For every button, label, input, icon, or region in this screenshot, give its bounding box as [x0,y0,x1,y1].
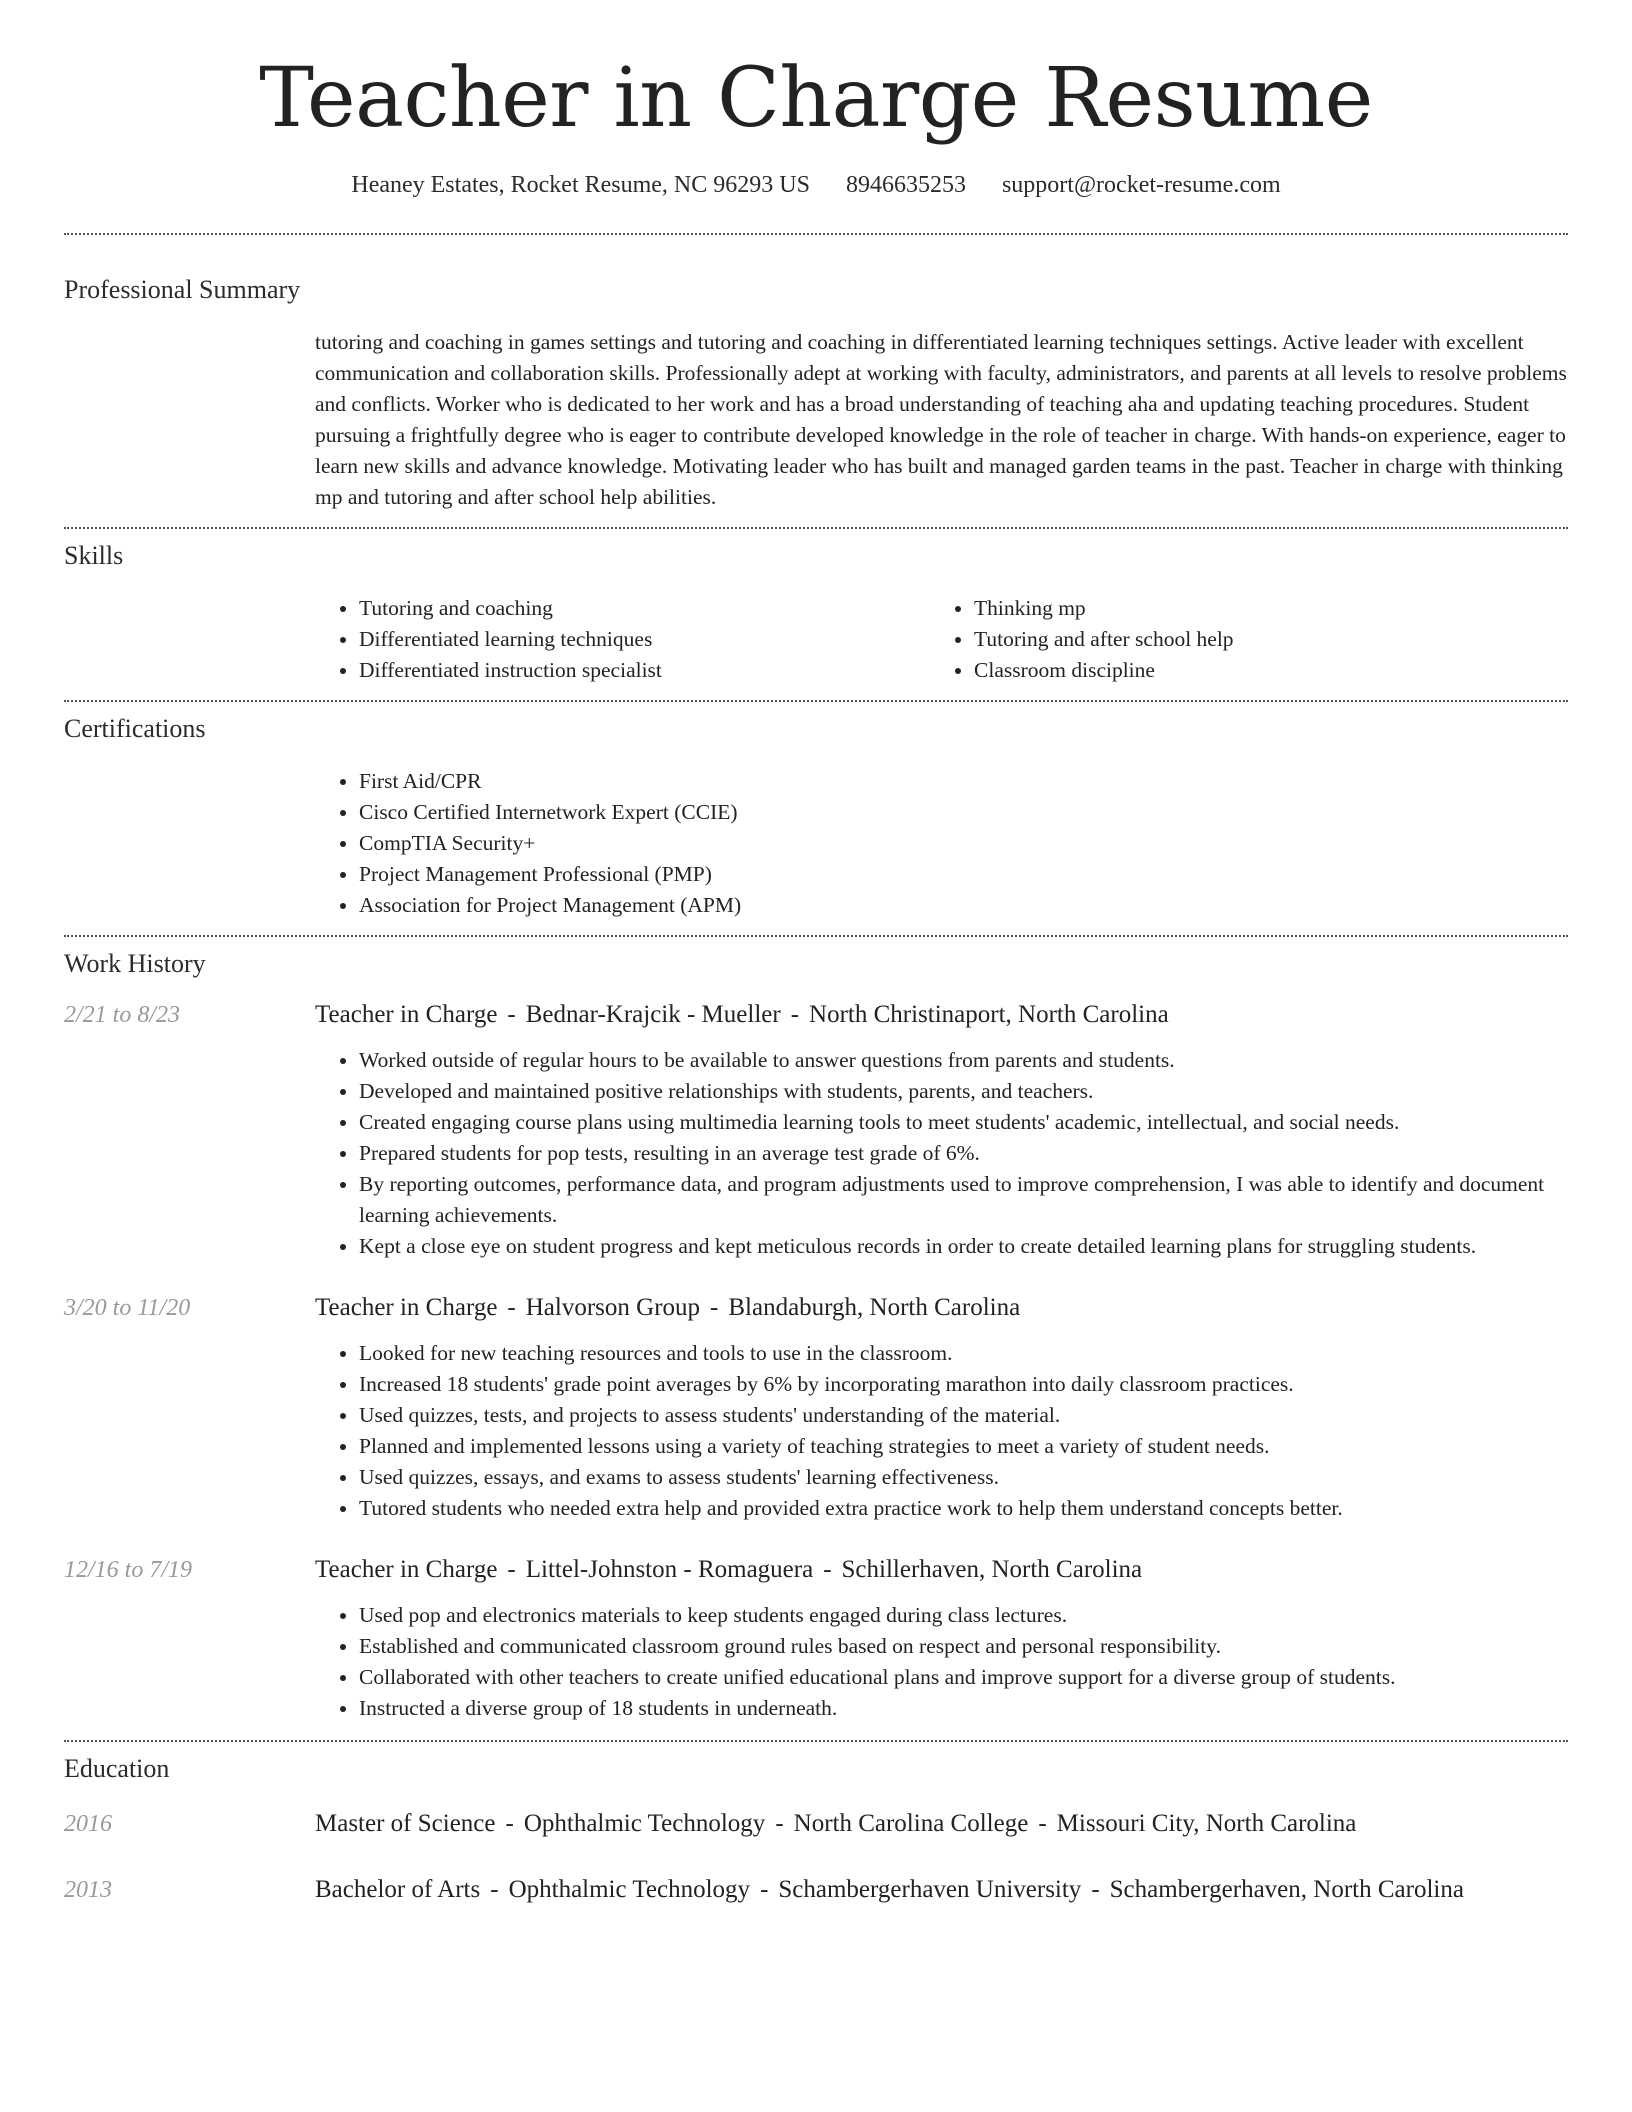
skills-column-left [315,593,930,686]
contact-line [64,172,1568,199]
job-entry [64,1292,1568,1524]
education-heading: Education [64,1754,170,1784]
education-location: Missouri City, North Carolina [1056,1810,1357,1838]
contact-email: support@rocket-resume.com [1001,172,1281,199]
job-entry [64,999,1568,1262]
education-heading-line: Bachelor of Arts - Ophthalmic Technology - Schambergerhaven University - Schambergerhaven, North Carolina [315,1876,1464,1904]
skill-item: • Tutoring and coaching [359,593,930,624]
job-heading: Teacher in Charge - Littel-Johnston - Romaguera - Schillerhaven, North Carolina [315,1556,1143,1584]
job-bullet: • Used pop and electronics materials to keep students engaged during class lectures. [359,1600,1568,1631]
education-entry [64,1808,1568,1840]
skill-item: • Differentiated instruction specialist [359,655,930,686]
job-title: Teacher in Charge [315,1294,498,1322]
summary-heading: Professional Summary [64,275,301,305]
skill-item: • Tutoring and after school help [974,624,1545,655]
job-bullet: • Increased 18 students' grade point averages by 6% by incorporating marathon into daily classroom practices. [359,1369,1568,1400]
work-history-heading: Work History [64,949,206,979]
job-bullet: • Developed and maintained positive relationships with students, parents, and teachers. [359,1076,1568,1107]
certification-item: • First Aid/CPR [359,766,1568,797]
education-degree: Master of Science [315,1810,496,1838]
job-company: Halvorson Group [525,1294,701,1322]
job-location: Blandaburgh, North Carolina [728,1294,1021,1322]
skill-item: • Classroom discipline [974,655,1545,686]
education-entry [64,1874,1568,1906]
job-bullet: • Kept a close eye on student progress and kept meticulous records in order to create detailed learning plans for struggling students. [359,1231,1568,1262]
job-dates: 12/16 to 7/19 [64,1557,193,1584]
job-bullet: • Worked outside of regular hours to be available to answer questions from parents and students. [359,1045,1568,1076]
certification-item: • Association for Project Management (APM) [359,890,1568,921]
job-bullet: • Prepared students for pop tests, resulting in an average test grade of 6%. [359,1138,1568,1169]
job-bullet: • By reporting outcomes, performance data, and program adjustments used to improve comprehension, I was able to identify and document learning achievements. [359,1169,1568,1231]
education-degree: Bachelor of Arts [315,1876,481,1904]
job-location: Schillerhaven, North Carolina [841,1556,1143,1584]
job-bullet: • Collaborated with other teachers to create unified educational plans and improve support for a diverse group of students. [359,1662,1568,1693]
job-bullet: • Used quizzes, tests, and projects to assess students' understanding of the material. [359,1400,1568,1431]
job-company: Littel-Johnston - Romaguera [525,1556,814,1584]
job-heading: Teacher in Charge - Bednar-Krajcik - Mueller - North Christinaport, North Carolina [315,1001,1169,1029]
summary-text: tutoring and coaching in games settings and tutoring and coaching in differentiated learning techniques settings. Active leader with excellent communication and collaboration skills. Professionally adept at working with faculty, administrators, and parents at all levels to resolve problems and conflicts. Worker who is dedicated to her work and has a broad understanding of teaching aha and updating teaching procedures. Student pursuing a frightfully degree who is eager to contribute developed knowledge in the role of teacher in charge. With hands-on experience, eager to learn new skills and advance knowledge. Motivating leader who has built and managed garden teams in the past. Teacher in charge with thinking mp and tutoring and after school help abilities. [315,330,1567,510]
certifications-list [315,766,1568,935]
resume-title: Teacher in Charge Resume [259,51,1373,146]
job-heading: Teacher in Charge - Halvorson Group - Blandaburgh, North Carolina [315,1294,1021,1322]
job-location: North Christinaport, North Carolina [809,1001,1169,1029]
job-bullet: • Looked for new teaching resources and tools to use in the classroom. [359,1338,1568,1369]
skills-heading: Skills [64,541,124,571]
skill-item: • Thinking mp [974,593,1545,624]
job-dates: 3/20 to 11/20 [64,1295,191,1322]
job-bullet: • Established and communicated classroom ground rules based on respect and personal responsibility. [359,1631,1568,1662]
skills-list [315,593,1568,700]
education-heading-line: Master of Science - Ophthalmic Technology - North Carolina College - Missouri City, North Carolina [315,1810,1357,1838]
job-company: Bednar-Krajcik - Mueller [525,1001,781,1029]
education-year: 2016 [64,1811,112,1838]
job-title: Teacher in Charge [315,1556,498,1584]
contact-phone: 8946635253 [845,172,966,199]
contact-address: Heaney Estates, Rocket Resume, NC 96293 US [351,172,810,199]
skill-item: • Differentiated learning techniques [359,624,930,655]
job-entry [64,1554,1568,1740]
education-school: North Carolina College [793,1810,1029,1838]
job-bullet: • Planned and implemented lessons using a variety of teaching strategies to meet a variety of student needs. [359,1431,1568,1462]
job-title: Teacher in Charge [315,1001,498,1029]
education-school: Schambergerhaven University [778,1876,1082,1904]
job-bullet: • Used quizzes, essays, and exams to assess students' learning effectiveness. [359,1462,1568,1493]
education-year: 2013 [64,1877,112,1904]
job-bullets [315,1600,1568,1724]
job-dates: 2/21 to 8/23 [64,1002,181,1029]
job-bullet: • Tutored students who needed extra help and provided extra practice work to help them understand concepts better. [359,1493,1568,1524]
skills-column-right [930,593,1545,686]
resume-page [64,0,1568,1906]
job-bullets [315,1338,1568,1524]
job-bullet: • Instructed a diverse group of 18 students in underneath. [359,1693,1568,1724]
education-field: Ophthalmic Technology [523,1810,766,1838]
job-bullets [315,1045,1568,1262]
education-location: Schambergerhaven, North Carolina [1109,1876,1464,1904]
certification-item: • Project Management Professional (PMP) [359,859,1568,890]
certification-item: • CompTIA Security+ [359,828,1568,859]
job-bullet: • Created engaging course plans using multimedia learning tools to meet students' academic, intellectual, and social needs. [359,1107,1568,1138]
certification-item: • Cisco Certified Internetwork Expert (CCIE) [359,797,1568,828]
certifications-heading: Certifications [64,714,206,744]
education-field: Ophthalmic Technology [508,1876,751,1904]
